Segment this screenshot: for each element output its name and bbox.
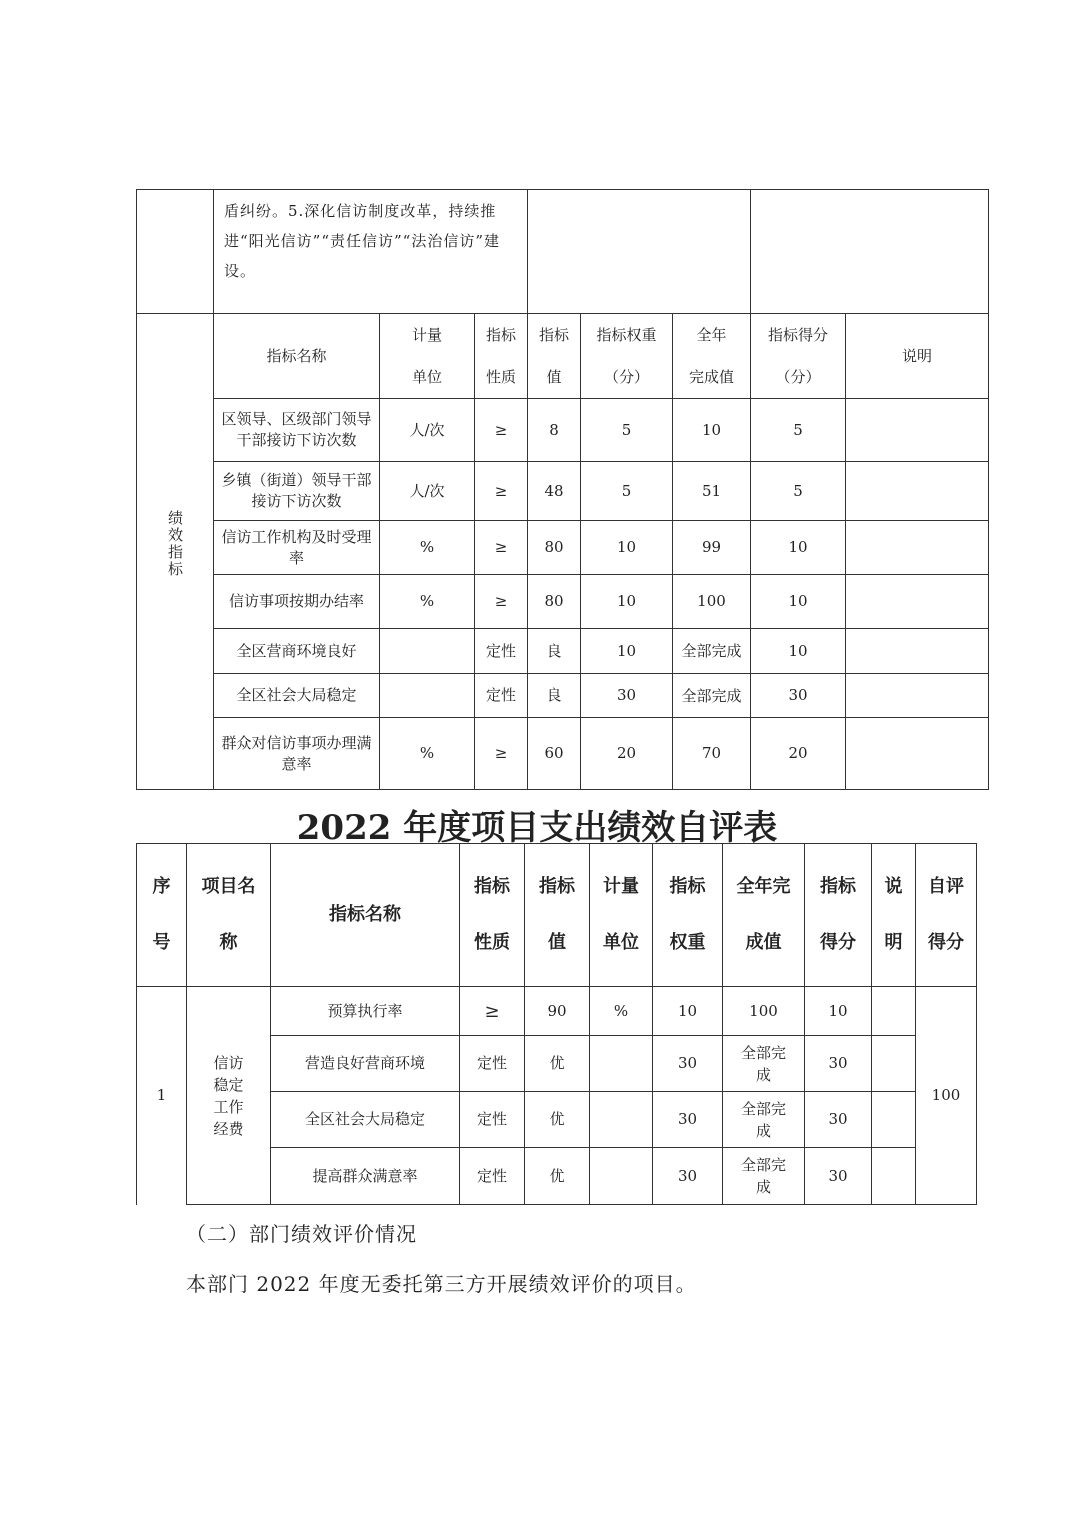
indicator-note: [846, 629, 989, 674]
header-unit-line2: 单位: [411, 368, 442, 386]
indicator-nature: ≥: [475, 521, 528, 575]
indicator-nature: ≥: [475, 399, 528, 462]
header-value-line2: 值: [548, 932, 566, 953]
indicator-weight: 10: [581, 629, 673, 674]
header-value-line1: 指标: [538, 326, 569, 344]
indicator-score: 30: [805, 1148, 872, 1205]
indicator-done: 全部完成: [723, 1092, 805, 1148]
indicator-value: 60: [528, 718, 581, 790]
indicator-value: 优: [525, 1036, 590, 1092]
indicator-unit: %: [380, 718, 475, 790]
header-name: 指标名称: [271, 844, 460, 987]
indicator-unit: 人/次: [380, 462, 475, 521]
indicator-name: 群众对信访事项办理满意率: [214, 718, 380, 790]
header-note-line1: 说: [884, 876, 903, 897]
indicator-value: 优: [525, 1092, 590, 1148]
header-self-score-line1: 自评: [928, 876, 964, 897]
indicator-unit: [590, 1036, 653, 1092]
indicator-name: 全区社会大局稳定: [214, 674, 380, 718]
blank-cell: [137, 190, 214, 314]
indicator-done: 51: [673, 462, 751, 521]
header-note-line2: 明: [884, 932, 903, 953]
indicator-value: 8: [528, 399, 581, 462]
table-row: [137, 718, 989, 790]
header-score-line1: 指标: [820, 876, 856, 897]
indicator-done: 70: [673, 718, 751, 790]
indicator-note: [872, 987, 916, 1036]
indicator-done: 100: [673, 575, 751, 629]
indicator-unit: %: [380, 575, 475, 629]
header-row: [137, 844, 977, 987]
indicator-note: [846, 462, 989, 521]
header-value: [525, 844, 590, 987]
indicator-nature: ≥: [475, 718, 528, 790]
indicator-score: 10: [751, 629, 846, 674]
header-score-line2: 得分: [820, 932, 856, 953]
header-unit-line1: 计量: [603, 876, 639, 897]
indicator-value: 优: [525, 1148, 590, 1205]
indicator-unit: [380, 629, 475, 674]
header-seq: [137, 844, 187, 987]
header-seq-line2: 号: [152, 932, 171, 953]
header-nature-line2: 性质: [485, 368, 516, 386]
indicator-nature: 定性: [460, 1148, 525, 1205]
indicator-value: 80: [528, 521, 581, 575]
indicator-name: 营造良好营商环境: [271, 1036, 460, 1092]
indicator-score: 5: [751, 399, 846, 462]
indicator-unit: [590, 1148, 653, 1205]
header-done: [723, 844, 805, 987]
indicator-name: 区领导、区级部门领导干部接访下访次数: [214, 399, 380, 462]
header-nature-line1: 指标: [485, 326, 516, 344]
header-value-line2: 值: [546, 368, 562, 386]
indicator-weight: 10: [581, 575, 673, 629]
indicator-done: 全部完成: [673, 629, 751, 674]
header-unit-line1: 计量: [411, 326, 442, 344]
indicator-nature: ≥: [475, 462, 528, 521]
indicator-score: 10: [751, 575, 846, 629]
header-nature: [460, 844, 525, 987]
indicator-weight: 30: [653, 1092, 723, 1148]
continuation-text: 盾纠纷。5.深化信访制度改革，持续推进“阳光信访”“责任信访”“法治信访”建设。: [214, 190, 528, 314]
section-heading: （二）部门绩效评价情况: [186, 1222, 417, 1246]
project-name-cell: 信访稳定工作经费: [187, 987, 271, 1205]
self-evaluation-table: [136, 843, 977, 1205]
page-title: 2022 年度项目支出绩效自评表: [296, 808, 778, 848]
header-weight: [581, 314, 673, 399]
indicator-nature: 定性: [475, 674, 528, 718]
header-project: [187, 844, 271, 987]
header-nature-line1: 指标: [474, 876, 510, 897]
header-unit-line2: 单位: [603, 932, 639, 953]
header-weight-line1: 指标权重: [596, 326, 657, 344]
indicator-score: 5: [751, 462, 846, 521]
header-weight-line2: 权重: [669, 932, 706, 953]
header-note: 说明: [846, 314, 989, 399]
indicator-nature: ≥: [475, 575, 528, 629]
indicator-unit: 人/次: [380, 399, 475, 462]
header-score: [751, 314, 846, 399]
header-self-score-line2: 得分: [928, 932, 964, 953]
indicator-nature: 定性: [460, 1092, 525, 1148]
side-label-cell: [137, 314, 214, 790]
header-done-line2: 完成值: [688, 368, 734, 386]
table-row: [137, 987, 977, 1036]
indicator-value: 良: [528, 629, 581, 674]
self-score-cell: 100: [916, 987, 977, 1205]
indicator-score: 30: [751, 674, 846, 718]
indicator-nature: 定性: [460, 1036, 525, 1092]
continuation-row: [137, 190, 989, 314]
indicator-nature: 定性: [475, 629, 528, 674]
header-nature-line2: 性质: [474, 932, 510, 953]
blank-cell: [751, 190, 989, 314]
header-value-line1: 指标: [539, 876, 575, 897]
indicator-value: 48: [528, 462, 581, 521]
indicator-done: 全部完成: [673, 674, 751, 718]
performance-indicator-table: [136, 189, 989, 790]
indicator-note: [846, 718, 989, 790]
indicator-score: 10: [805, 987, 872, 1036]
table-row: [137, 521, 989, 575]
header-weight-line2: （分）: [603, 368, 649, 386]
header-note: [872, 844, 916, 987]
indicator-name: 预算执行率: [271, 987, 460, 1036]
header-project-line1: 项目名: [201, 876, 256, 897]
indicator-name: 提高群众满意率: [271, 1148, 460, 1205]
indicator-weight: 5: [581, 399, 673, 462]
indicator-value: 90: [525, 987, 590, 1036]
indicator-weight: 20: [581, 718, 673, 790]
indicator-weight: 30: [653, 1148, 723, 1205]
indicator-done: 10: [673, 399, 751, 462]
indicator-weight: 30: [581, 674, 673, 718]
blank-cell: [528, 190, 751, 314]
indicator-weight: 30: [653, 1036, 723, 1092]
table-row: [137, 629, 989, 674]
indicator-name: 信访工作机构及时受理率: [214, 521, 380, 575]
header-seq-line1: 序: [152, 876, 171, 897]
indicator-note: [846, 399, 989, 462]
indicator-value: 良: [528, 674, 581, 718]
header-done: [673, 314, 751, 399]
header-done-line1: 全年: [696, 326, 727, 344]
header-name: 指标名称: [214, 314, 380, 399]
indicator-note: [846, 521, 989, 575]
header-done-line2: 成值: [745, 932, 782, 953]
indicator-note: [872, 1036, 916, 1092]
indicator-done: 99: [673, 521, 751, 575]
header-score-line2: （分）: [775, 368, 821, 386]
indicator-note: [872, 1092, 916, 1148]
table-row: [137, 462, 989, 521]
indicator-done: 全部完成: [723, 1036, 805, 1092]
indicator-name: 乡镇（街道）领导干部接访下访次数: [214, 462, 380, 521]
header-weight: [653, 844, 723, 987]
indicator-note: [872, 1148, 916, 1205]
header-self-score: [916, 844, 977, 987]
indicator-score: 30: [805, 1092, 872, 1148]
indicator-name: 信访事项按期办结率: [214, 575, 380, 629]
header-unit: [590, 844, 653, 987]
header-value: [528, 314, 581, 399]
header-weight-line1: 指标: [669, 876, 706, 897]
header-score: [805, 844, 872, 987]
indicator-score: 20: [751, 718, 846, 790]
header-done-line1: 全年完: [736, 876, 791, 897]
indicator-score: 30: [805, 1036, 872, 1092]
indicator-nature: ≥: [460, 987, 525, 1036]
indicator-weight: 10: [581, 521, 673, 575]
indicator-weight: 5: [581, 462, 673, 521]
header-row: [137, 314, 989, 399]
indicator-unit: [590, 1092, 653, 1148]
indicator-score: 10: [751, 521, 846, 575]
indicator-value: 80: [528, 575, 581, 629]
indicator-done: 全部完成: [723, 1148, 805, 1205]
table-row: [137, 575, 989, 629]
indicator-done: 100: [723, 987, 805, 1036]
header-project-line2: 称: [219, 932, 238, 953]
header-score-line1: 指标得分: [767, 326, 828, 344]
indicator-name: 全区社会大局稳定: [271, 1092, 460, 1148]
indicator-weight: 10: [653, 987, 723, 1036]
indicator-unit: [380, 674, 475, 718]
section-text: 本部门 2022 年度无委托第三方开展绩效评价的项目。: [186, 1272, 697, 1296]
indicator-name: 全区营商环境良好: [214, 629, 380, 674]
indicator-note: [846, 575, 989, 629]
indicator-unit: %: [380, 521, 475, 575]
side-label: 绩效指标: [166, 509, 184, 578]
table-row: [137, 399, 989, 462]
header-unit: [380, 314, 475, 399]
seq-cell: 1: [137, 987, 187, 1205]
indicator-unit: %: [590, 987, 653, 1036]
header-nature: [475, 314, 528, 399]
indicator-note: [846, 674, 989, 718]
table-row: [137, 674, 989, 718]
